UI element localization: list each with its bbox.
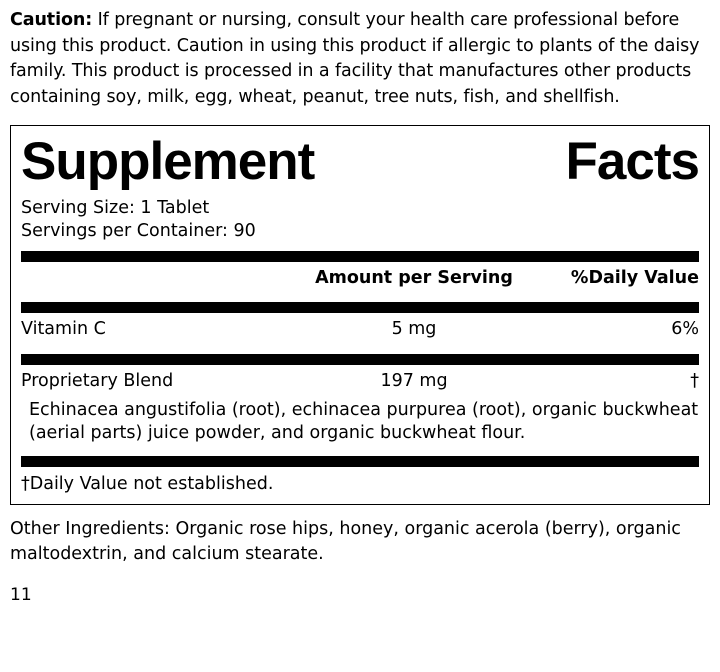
row-daily-value: 6% <box>671 319 699 340</box>
other-ingredients: Other Ingredients: Organic rose hips, honey, organic acerola (berry), organic maltodextrin, and calcium stearate. <box>10 518 681 565</box>
table-row <box>21 313 699 347</box>
supplement-facts-panel <box>10 125 710 505</box>
servings-per-container: Servings per Container: 90 <box>21 221 256 242</box>
header-daily-value: %Daily Value <box>570 267 699 288</box>
divider-thick-bottom <box>21 456 699 467</box>
row-amount: 5 mg <box>391 319 437 340</box>
serving-size: Serving Size: 1 Tablet <box>21 197 210 218</box>
supplement-facts-title-right: Facts <box>565 131 699 191</box>
header-amount-per-serving: Amount per Serving <box>315 267 513 288</box>
row-name: Vitamin C <box>21 319 106 340</box>
supplement-facts-title <box>21 131 699 191</box>
daily-value-footnote: †Daily Value not established. <box>21 473 274 494</box>
proprietary-blend-description: Echinacea angustifolia (root), echinacea purpurea (root), organic buckwheat (aerial parts) juice powder, and organic buckwheat flour. <box>29 399 699 443</box>
divider-thick-top <box>21 251 699 262</box>
row-name: Proprietary Blend <box>21 371 174 392</box>
divider-thick-header <box>21 302 699 313</box>
table-row <box>21 365 699 399</box>
supplement-facts-title-left: Supplement <box>21 131 315 191</box>
caution-text: If pregnant or nursing, consult your health care professional before using this product. Caution in using this product if allergic to plants of the daisy family. This product is processed in a facility that manufactures other products containing soy, milk, egg, wheat, peanut, tree nuts, fish, and shellfish. <box>10 10 700 108</box>
divider-thick-mid <box>21 354 699 365</box>
row-amount: 197 mg <box>380 371 448 392</box>
caution-label: Caution: <box>10 10 93 30</box>
page-number: 11 <box>10 585 32 606</box>
table-header-row <box>21 262 699 296</box>
caution-paragraph <box>10 8 710 111</box>
row-daily-value: † <box>690 371 699 392</box>
